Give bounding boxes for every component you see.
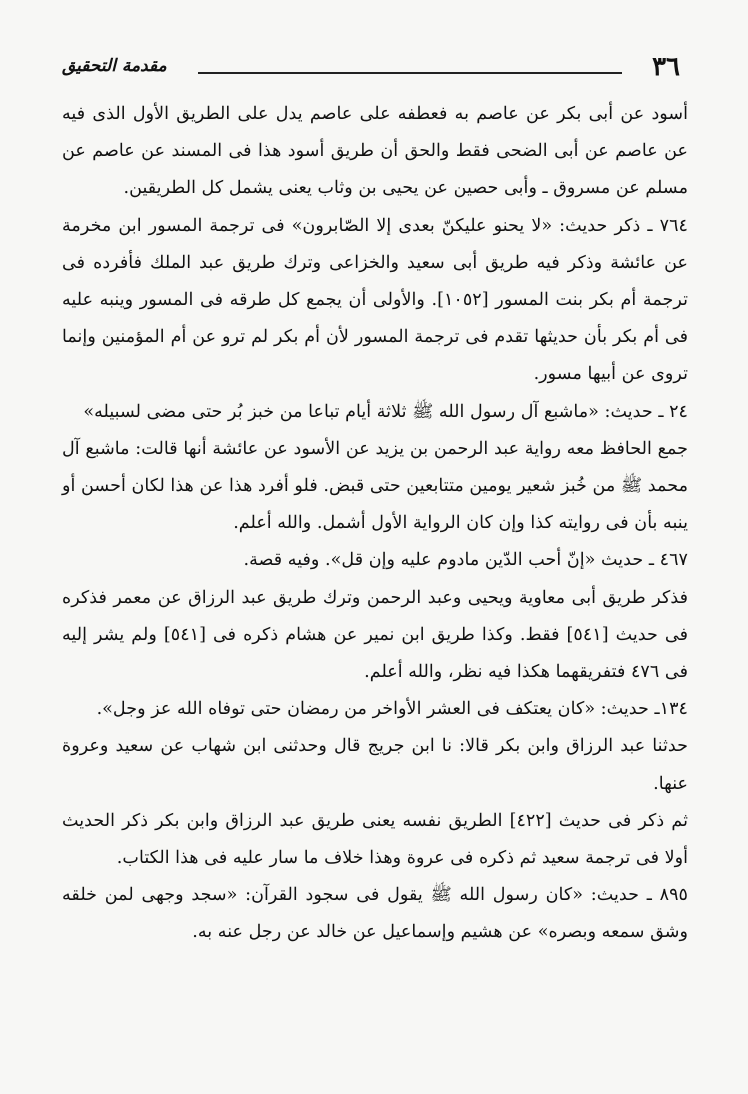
page-body: [62, 96, 688, 952]
paragraph: ٨٩٥ ـ حديث: «كان رسول الله ﷺ يقول فى سجود القرآن: «سجد وجهى لمن خلقه وشق سمعه وبصره» عن هشيم وإسماعيل عن خالد عن رجل عنه به.: [62, 885, 688, 943]
paragraph: جمع الحافظ معه رواية عبد الرحمن بن يزيد عن الأسود عن عائشة أنها قالت: ماشبع آل محمد ﷺ من خُبز شعير يومين متتابعين حتى قبض. فلو أفرد هذا عن هذا لكان أحسن أو ينبه بأن فى روايته كذا وإن كان الرواية الأول أشمل. والله أعلم.: [62, 438, 688, 534]
running-title: مقدمة التحقيق: [62, 56, 167, 76]
header-rule: [198, 72, 622, 74]
paragraph: فذكر طريق أبى معاوية ويحيى وعبد الرحمن وترك طريق عبد الرزاق عن معمر فذكره فى حديث [٥٤١] فقط. وكذا طريق ابن نمير عن هشام ذكره فى [٥٤١] ولم يشر إليه فى ٤٧٦ فتفريقهما هكذا فيه نظر، والله أعلم.: [62, 587, 688, 683]
paragraph: ٤٦٧ ـ حديث «إنّ أحب الدّين مادوم عليه وإن قل». وفيه قصة.: [243, 550, 688, 571]
page-header: [62, 52, 688, 86]
paragraph: ثم ذكر فى حديث [٤٢٢] الطريق نفسه يعنى طريق عبد الرزاق وابن بكر ذكر الحديث أولا فى ترجمة سعيد ثم ذكره فى عروة وهذا خلاف ما سار عليه فى هذا الكتاب.: [62, 810, 688, 869]
page-number: ٣٦: [652, 52, 680, 82]
paragraph: ١٣٤ـ حديث: «كان يعتكف فى العشر الأواخر من رمضان حتى توفاه الله عز وجل».: [96, 699, 688, 720]
paragraph: ٧٦٤ ـ ذكر حديث: «لا يحنو عليكنّ بعدى إلا الصّابرون» فى ترجمة المسور ابن مخرمة عن عائشة وذكر فيه طريق أبى سعيد والخزاعى وترك طريق عبد الملك فأفرده فى ترجمة أم بكر بنت المسور [١٠٥٢]. والأولى أن يجمع كل طرقه فى المسور وينبه عليه فى أم بكر بأن حديثها تقدم فى ترجمة المسور لأن أم بكر لم ترو عن أم المؤمنين وإنما تروى عن أبيها مسور.: [62, 215, 688, 385]
paragraph: حدثنا عبد الرزاق وابن بكر قالا: نا ابن جريج قال وحدثنى ابن شهاب عن سعيد وعروة عنها.: [62, 736, 688, 794]
paragraph: أسود عن أبى بكر عن عاصم به فعطفه على عاصم يدل على الطريق الأول الذى فيه عن عاصم عن أبى الضحى فقط والحق أن طريق أسود هذا فى المسند عن عاصم عن مسلم عن مسروق ـ وأبى حصين عن يحيى بن وثاب يعنى يشمل كل الطريقين.: [62, 104, 688, 199]
paragraph: ٢٤ ـ حديث: «ماشبع آل رسول الله ﷺ ثلاثة أيام تباعا من خبز بُر حتى مضى لسبيله»: [83, 401, 688, 422]
